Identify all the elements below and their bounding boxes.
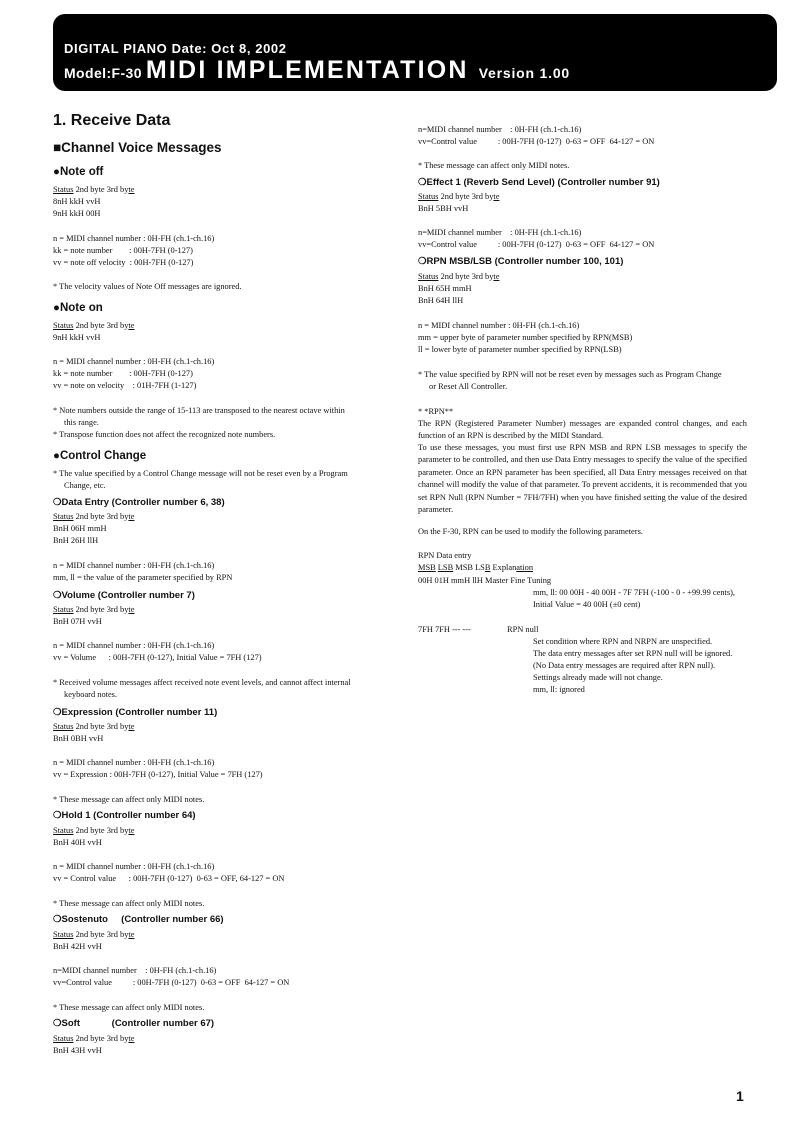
note-line: this range. [64,418,99,427]
desc-line: vv = Control value : 00H-7FH (0-127) 0-63 = OFF, 64-127 = ON [53,874,285,883]
header-model: Model:F-30 [64,65,142,81]
header-title-line [64,56,570,85]
desc-line: n = MIDI channel number : 0H-FH (ch.1-ch.16) [53,357,215,366]
desc-line: vv = note on velocity : 01H-7FH (1-127) [53,381,197,390]
desc-line: n = MIDI channel number : 0H-FH (ch.1-ch.16) [53,234,215,243]
msg-line: BnH 0BH vvH [53,734,104,743]
rpn-row: 00H 01H mmH llH Master Fine Tuning [418,576,552,585]
rpn-row: 7FH 7FH --- --- [418,625,471,634]
heading-hold: ❍Hold 1 (Controller number 64) [53,810,196,821]
desc-line: n = MIDI channel number : 0H-FH (ch.1-ch.16) [53,758,215,767]
rpn-row-detail: mm, ll: 00 00H - 40 00H - 7F 7FH (-100 - 0 - +99.99 cents), [533,588,735,597]
heading-note-off: ●Note off [53,166,104,178]
desc-line: n = MIDI channel number : 0H-FH (ch.1-ch.16) [418,321,580,330]
heading-soft: ❍Soft (Controller number 67) [53,1018,215,1029]
desc-line: vv = note off velocity : 00H-7FH (0-127) [53,258,194,267]
desc-line: vv=Control value : 00H-7FH (0-127) 0-63 = OFF 64-127 = ON [418,137,655,146]
heading-sostenuto: ❍Sostenuto (Controller number 66) [53,914,224,925]
note-line: * These message can affect only MIDI notes. [53,1003,205,1012]
rpn-row-detail: mm, ll: ignored [533,685,585,694]
header-version: Version 1.00 [478,65,571,81]
desc-line: vv = Volume : 00H-7FH (0-127), Initial Value = 7FH (127) [53,653,262,662]
desc-line: vv=Control value : 00H-7FH (0-127) 0-63 = OFF 64-127 = ON [418,240,655,249]
rpn-row-detail: (No Data entry messages are required after RPN null). [533,661,716,670]
note-line: * These message can affect only MIDI notes. [418,161,570,170]
status-header-row: Status 2nd byte 3rd byte [53,512,135,521]
desc-line: mm, ll = the value of the parameter specified by RPN [53,573,233,582]
desc-line: n = MIDI channel number : 0H-FH (ch.1-ch.16) [53,641,215,650]
rpn-label: * *RPN** [418,407,454,416]
rpn-table-header: MSB LSB MSB LSB Explanation [418,563,534,572]
status-header-row: Status 2nd byte 3rd byte [418,192,500,201]
status-header-row: Status 2nd byte 3rd byte [53,605,135,614]
msg-line: BnH 5BH vvH [418,204,469,213]
desc-line: kk = note number : 00H-7FH (0-127) [53,369,193,378]
note-line: * Received volume messages affect received note event levels, and cannot affect internal [53,678,351,687]
note-line: Change, etc. [64,481,106,490]
paragraph: On the F-30, RPN can be used to modify the following parameters. [418,527,643,536]
status-header-row: Status 2nd byte 3rd byte [53,930,135,939]
status-header-row: Status 2nd byte 3rd byte [53,321,135,330]
note-line: * Transpose function does not affect the recognized note numbers. [53,430,276,439]
header-banner [53,14,777,91]
note-line: * The velocity values of Note Off messages are ignored. [53,282,242,291]
desc-line: kk = note number : 00H-7FH (0-127) [53,246,193,255]
desc-line: n = MIDI channel number : 0H-FH (ch.1-ch.16) [53,862,215,871]
status-header-row: Status 2nd byte 3rd byte [53,722,135,731]
desc-line: n=MIDI channel number : 0H-FH (ch.1-ch.16) [418,125,582,134]
rpn-row-detail: Set condition where RPN and NRPN are unspecified. [533,637,713,646]
note-line: or Reset All Controller. [429,382,508,391]
status-header-row: Status 2nd byte 3rd byte [53,185,135,194]
note-line: * The value specified by RPN will not be reset even by messages such as Program Change [418,370,722,379]
heading-data-entry: ❍Data Entry (Controller number 6, 38) [53,497,225,508]
desc-line: ll = lower byte of parameter number specified by RPN(LSB) [418,345,622,354]
desc-line: n=MIDI channel number : 0H-FH (ch.1-ch.16) [418,228,582,237]
msg-line: BnH 26H llH [53,536,99,545]
note-line: * These message can affect only MIDI notes. [53,795,205,804]
desc-line: n = MIDI channel number : 0H-FH (ch.1-ch.16) [53,561,215,570]
page-number: 1 [736,1088,744,1104]
rpn-row-detail: The data entry messages after set RPN null will be ignored. [533,649,733,658]
msg-line: BnH 40H vvH [53,838,102,847]
heading-note-on: ●Note on [53,302,103,314]
desc-line: n=MIDI channel number : 0H-FH (ch.1-ch.16) [53,966,217,975]
paragraph: To use these messages, you must first use RPN MSB and RPN LSB messages to specify the parameter to be controlled, and then use Data Entry messages to specify the value of the specified parameter. Once an RPN parameter has been specified, all Data Entry messages received on that channel will modify the value of that parameter. To prevent accidents, it is recommended that you set RPN Null (RPN Number = 7FH/7FH) when you have finished setting the value of the desired parameter. [418,443,747,515]
msg-line: 9nH kkH 00H [53,209,101,218]
rpn-table-title: RPN Data entry [418,551,472,560]
msg-line: 8nH kkH vvH [53,197,101,206]
heading-expression: ❍Expression (Controller number 11) [53,707,218,718]
rpn-row-detail: Initial Value = 40 00H (±0 cent) [533,600,641,609]
status-header-row: Status 2nd byte 3rd byte [418,272,500,281]
section-title-receive-data: 1. Receive Data [53,112,171,129]
heading-control-change: ●Control Change [53,450,147,462]
msg-line: BnH 43H vvH [53,1046,102,1055]
desc-line: vv = Expression : 00H-7FH (0-127), Initial Value = 7FH (127) [53,770,263,779]
msg-line: 9nH kkH vvH [53,333,101,342]
msg-line: BnH 42H vvH [53,942,102,951]
heading-rpn: ❍RPN MSB/LSB (Controller number 100, 101) [418,256,624,267]
msg-line: BnH 07H vvH [53,617,102,626]
paragraph: The RPN (Registered Parameter Number) messages are expanded control changes, and each function of an RPN is described by the MIDI Standard. [418,419,747,441]
note-line: keyboard notes. [64,690,118,699]
rpn-row-name: RPN null [507,625,539,634]
header-product-date: DIGITAL PIANO Date: Oct 8, 2002 [64,41,287,56]
note-line: * These message can affect only MIDI notes. [53,899,205,908]
desc-line: mm = upper byte of parameter number specified by RPN(MSB) [418,333,633,342]
msg-line: BnH 06H mmH [53,524,107,533]
desc-line: vv=Control value : 00H-7FH (0-127) 0-63 = OFF 64-127 = ON [53,978,290,987]
msg-line: BnH 64H llH [418,296,464,305]
subsection-channel-voice: ■Channel Voice Messages [53,140,222,155]
note-line: * Note numbers outside the range of 15-113 are transposed to the nearest octave within [53,406,345,415]
heading-effect1: ❍Effect 1 (Reverb Send Level) (Controller number 91) [418,177,660,188]
note-line: * The value specified by a Control Change message will not be reset even by a Program [53,469,348,478]
header-title: MIDI IMPLEMENTATION [145,56,469,84]
heading-volume: ❍Volume (Controller number 7) [53,590,195,601]
msg-line: BnH 65H mmH [418,284,472,293]
rpn-row-detail: Settings already made will not change. [533,673,663,682]
status-header-row: Status 2nd byte 3rd byte [53,1034,135,1043]
status-header-row: Status 2nd byte 3rd byte [53,826,135,835]
